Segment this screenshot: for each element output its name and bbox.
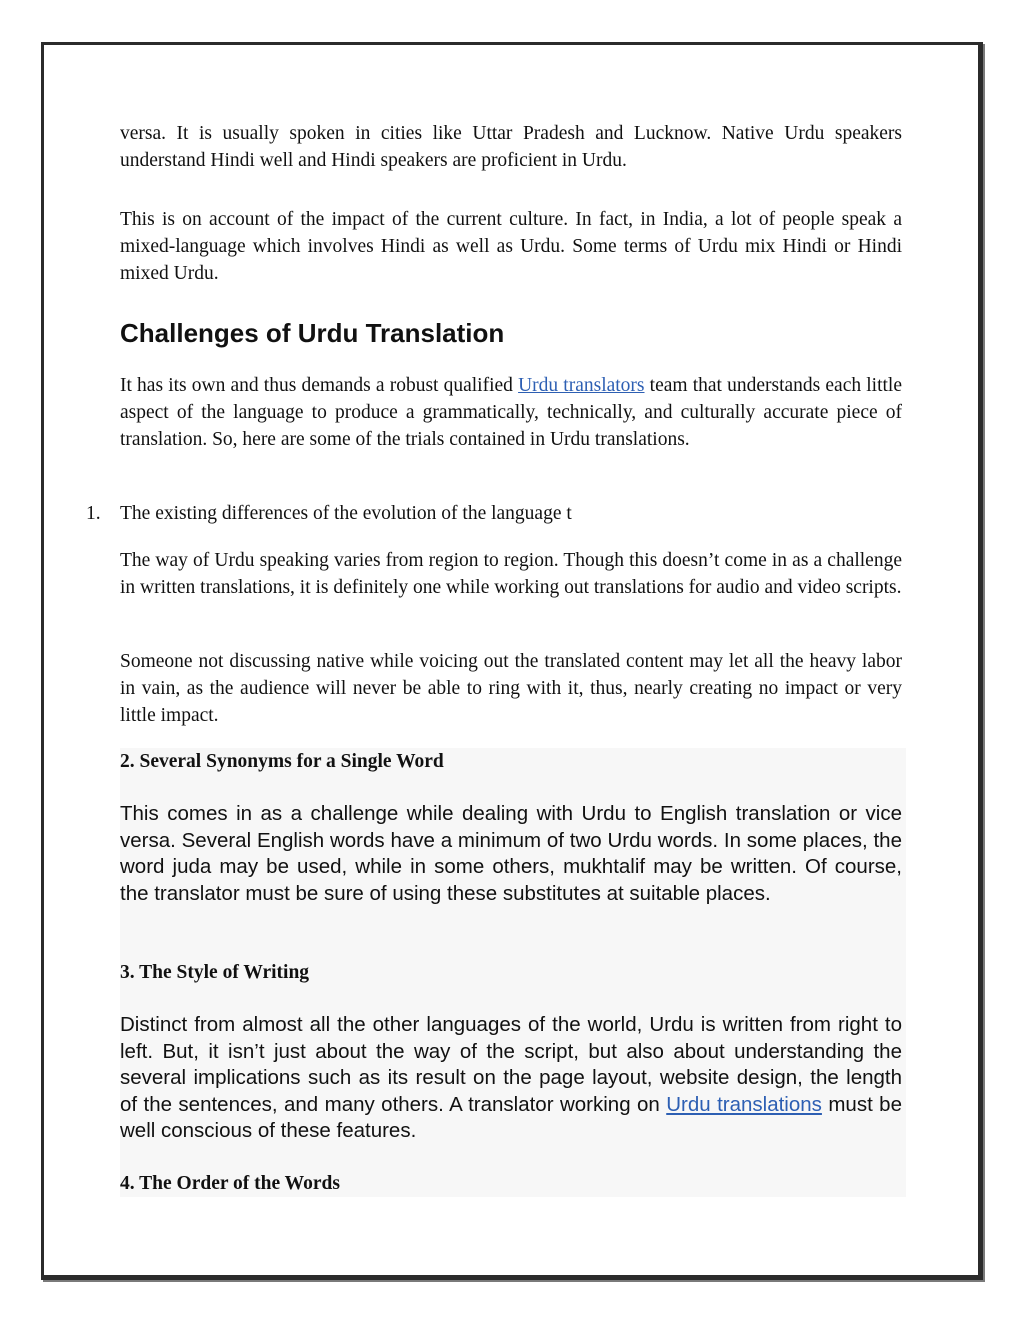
list-number: 1. [86,503,101,524]
list-item-text: The existing differences of the evolution of the language t [120,503,572,524]
paragraph-urdu-hindi-speakers: versa. It is usually spoken in cities like Uttar Pradesh and Lucknow. Native Urdu speakers understand Hindi well and Hindi speakers are proficient in Urdu. [120,123,902,171]
list-item-1 [86,500,902,527]
paragraph-writing-style [120,1012,902,1145]
paragraph-native-voicing: Someone not discussing native while voicing out the translated content may let all the heavy labor in vain, as the audience will never be able to ring with it, thus, nearly creating no impact or very little impact. [120,651,902,726]
subheading-synonyms: 2. Several Synonyms for a Single Word [120,751,444,772]
urdu-translations-link[interactable]: Urdu translations [666,1092,822,1116]
section-heading: Challenges of Urdu Translation [120,318,505,348]
paragraph-regional-variation: The way of Urdu speaking varies from region to region. Though this doesn’t come in as a challenge in written translations, it is definitely one while working out translations for audio and video scripts. [120,550,902,598]
paragraph-text: must be well conscious of these features. [120,1092,902,1142]
paragraph-text: It has its own and thus demands a robust qualified [120,375,519,396]
paragraph-mixed-language: This is on account of the impact of the current culture. In fact, in India, a lot of people speak a mixed-language which involves Hindi as well as Urdu. Some terms of Urdu mix Hindi or Hindi mixed Urdu. [120,209,902,284]
paragraph-synonyms: This comes in as a challenge while dealing with Urdu to English translation or vice versa. Several English words have a minimum of two Urdu words. In some places, the word juda may be used, while in some others, mukhtalif may be written. Of course, the translator must be sure of using these substitutes at suitable places. [120,802,902,905]
subheading-writing-style: 3. The Style of Writing [120,962,310,983]
paragraph-text: Distinct from almost all the other languages of the world, Urdu is written from right to left. But, it isn’t just about the way of the script, but also about understanding the several implications such as its result on the page layout, website design, the length of the sentences, and many others. A translator working on [120,1013,902,1116]
subheading-word-order: 4. The Order of the Words [120,1173,340,1194]
paragraph-text: team that understands each little aspect of the language to produce a grammatically, technically, and culturally accurate piece of translation. So, here are some of the trials contained in Urdu translations. [120,375,902,450]
paragraph-challenges-intro [120,372,902,453]
urdu-translators-link[interactable]: Urdu translators [518,375,645,396]
